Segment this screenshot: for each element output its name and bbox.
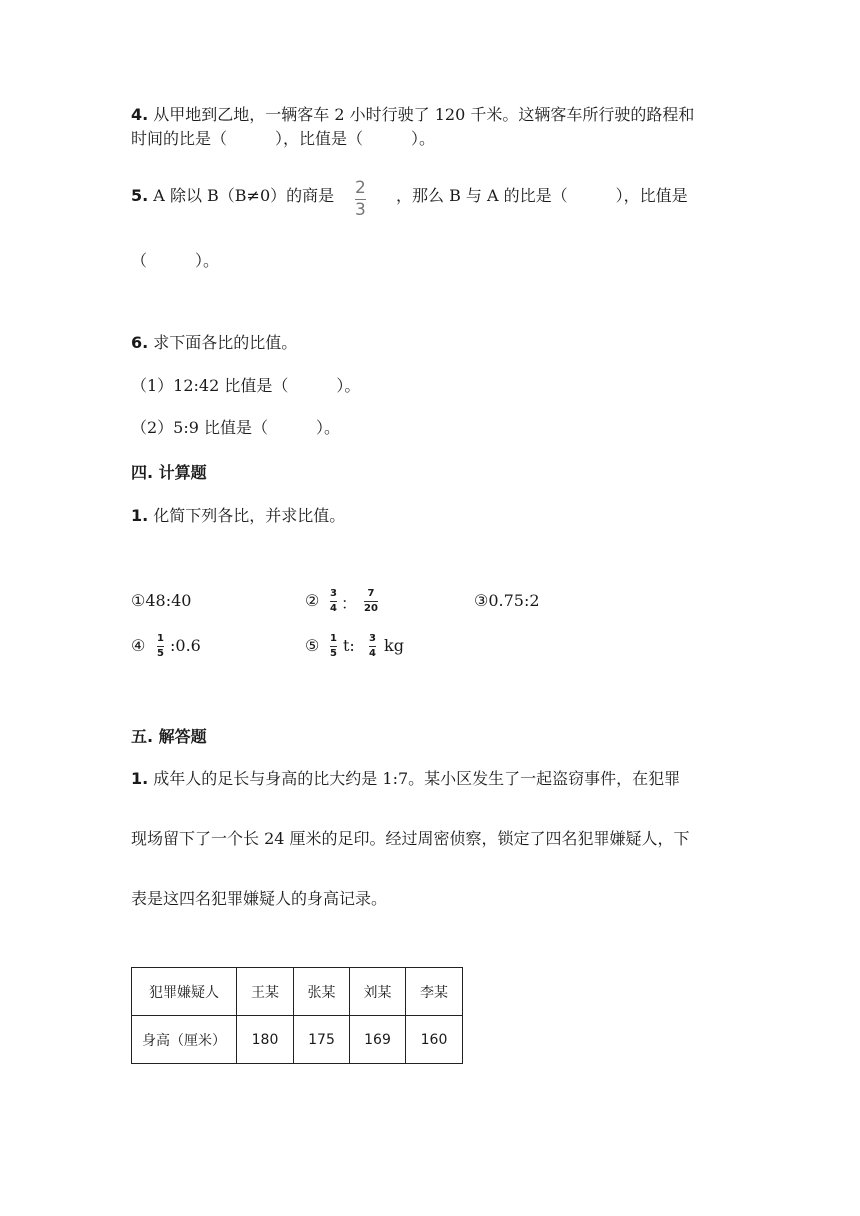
table-cell: 160 [406,1016,463,1064]
section5-q1-text-1: 成年人的足长与身高的比大约是 1:7。某小区发生了一起盗窃事件，在犯罪 [148,769,681,788]
q6-item-1: （1）12:42 比值是（ ）。 [131,376,361,395]
section5-heading: 五. 解答题 [131,727,207,746]
q6-title-text: 求下面各比的比值。 [148,333,298,352]
fraction-numerator: 1 [157,633,164,644]
q6-number: 6. [131,333,149,352]
section4-q1-text: 化简下列各比，并求比值。 [148,506,346,525]
fraction-denominator: 5 [330,648,337,659]
calc-item-2-fraction-1 [330,589,337,614]
q5-line2: （ ）。 [131,251,220,270]
fraction-numerator: 3 [369,633,376,644]
fraction-denominator: 5 [157,648,164,659]
table-header-row [132,968,463,1016]
fraction-numerator: 7 [367,588,375,599]
table-cell: 刘某 [350,968,406,1016]
q4-text-1: 从甲地到乙地，一辆客车 2 小时行驶了 120 千米。这辆客车所行驶的路程和 [148,105,695,124]
fraction-denominator: 4 [369,648,376,659]
q6-item-2: （2）5:9 比值是（ ）。 [131,418,341,437]
section4-q1 [131,505,345,527]
fraction-bar [330,601,337,602]
section5-q1-number: 1. [131,769,149,788]
fraction-numerator: 1 [330,633,337,644]
section5-q1-line2: 现场留下了一个长 24 厘米的足印。经过周密侦察，锁定了四名犯罪嫌疑人，下 [131,829,690,848]
fraction-denominator: 20 [364,603,378,614]
calc-item-5-mid: t: [343,636,355,655]
fraction-bar [369,646,376,647]
q4-line1 [131,104,694,126]
q4-number: 4. [131,105,149,124]
calc-item-5-fraction-1 [330,634,337,659]
calc-item-5-mark: ⑤ [305,636,320,655]
q5-fraction [355,180,366,219]
q5-line1a [131,185,334,207]
fraction-numerator: 3 [330,588,337,599]
section4-q1-number: 1. [131,506,149,525]
fraction-bar [330,646,337,647]
q4-line2: 时间的比是（ ），比值是（ ）。 [131,129,436,148]
calc-item-2-fraction-2 [364,589,378,614]
suspect-height-table [131,967,463,1064]
section4-heading: 四. 计算题 [131,463,207,482]
fraction-bar [364,601,378,602]
q5-text-a: A 除以 B（B≠0）的商是 [148,186,335,205]
table-cell: 身高（厘米） [132,1016,237,1064]
calc-item-2-colon: ： [341,594,358,613]
calc-item-3: ③0.75:2 [474,591,540,610]
calc-item-4-rest: :0.6 [170,636,201,655]
table-cell: 175 [294,1016,350,1064]
calc-item-1: ①48:40 [131,591,192,610]
q5-text-b: ，那么 B 与 A 的比是（ ），比值是 [396,186,688,205]
table-cell: 180 [237,1016,294,1064]
calc-item-5-unit: kg [384,636,404,655]
q6-title [131,332,297,354]
section5-q1-line3: 表是这四名犯罪嫌疑人的身高记录。 [131,889,388,908]
table-cell: 169 [350,1016,406,1064]
calc-item-4-fraction [157,634,164,659]
q5-fraction-denominator: 3 [355,200,366,220]
table-cell: 犯罪嫌疑人 [132,968,237,1016]
table-cell: 王某 [237,968,294,1016]
fraction-denominator: 4 [330,603,337,614]
table-cell: 李某 [406,968,463,1016]
table-row [132,1016,463,1064]
q5-number: 5. [131,186,149,205]
calc-item-4-mark: ④ [131,636,146,655]
table-cell: 张某 [294,968,350,1016]
calc-item-2-mark: ② [305,591,320,610]
calc-item-5-fraction-2 [369,634,376,659]
fraction-bar [157,646,164,647]
q5-fraction-numerator: 2 [355,178,366,198]
section5-q1-line1 [131,768,680,790]
